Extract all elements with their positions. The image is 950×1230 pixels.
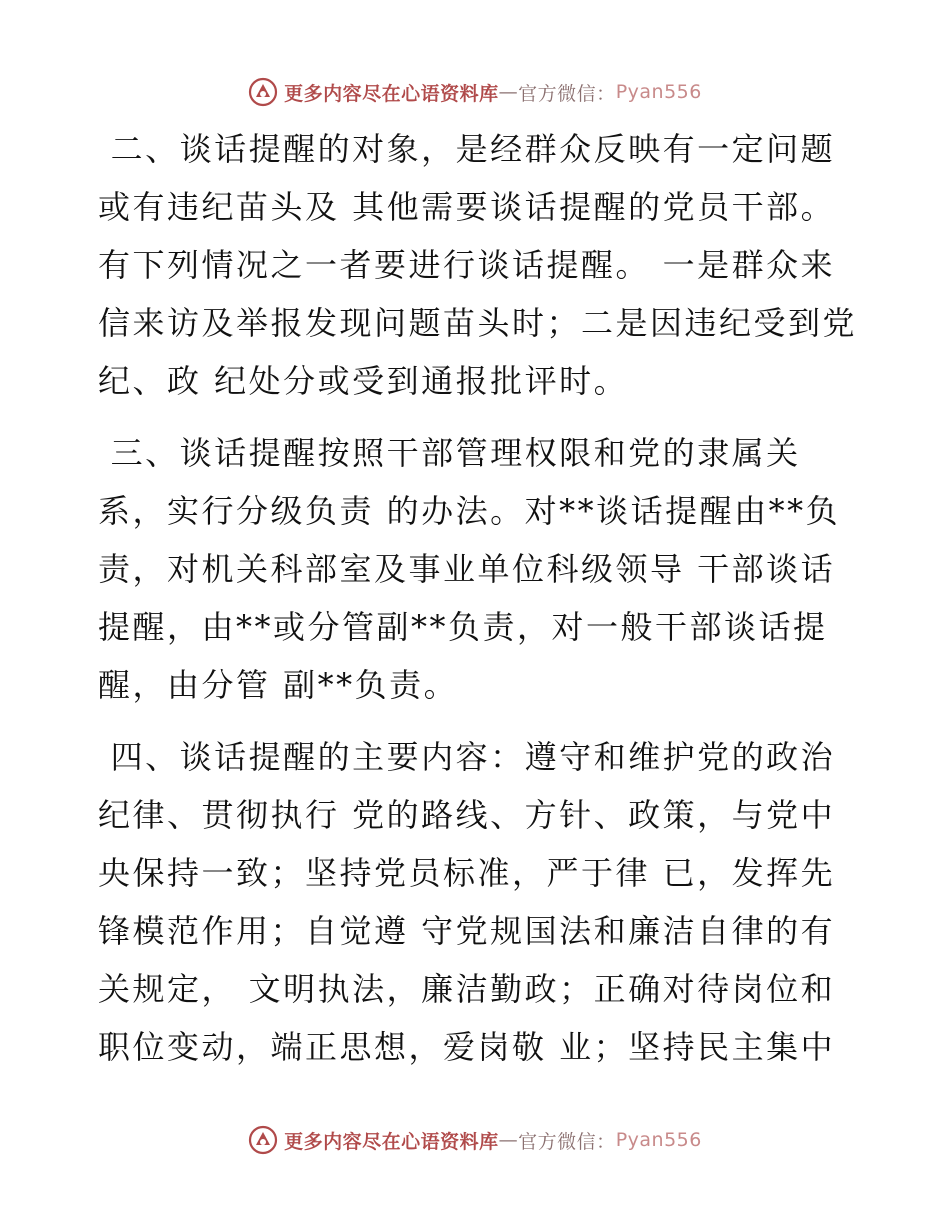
wechat-label: 官方微信： <box>518 82 616 105</box>
text-line: 纪律、贯彻执行 党的路线、方针、政策，与党中 <box>98 796 836 834</box>
text-line: 纪、政 纪处分或受到通报批评时。 <box>98 362 629 400</box>
wechat-label: 官方微信： <box>518 1130 616 1153</box>
text-line: 锋模范作用；自觉遵 守党规国法和廉洁自律的有 <box>98 912 836 950</box>
header-watermark-banner <box>0 72 950 112</box>
text-line: 有下列情况之一者要进行谈话提醒。 一是群众来 <box>98 246 836 284</box>
text-line: 或有违纪苗头及 其他需要谈话提醒的党员干部。 <box>98 188 836 226</box>
document-body <box>98 120 858 1090</box>
paragraph-4 <box>98 728 858 1076</box>
text-line: 系，实行分级负责 的办法。对**谈话提醒由**负 <box>98 492 841 530</box>
logo-icon <box>248 77 278 107</box>
text-line: 二、谈话提醒的对象，是经群众反映有一定问题 <box>98 130 836 168</box>
banner-dash: — <box>498 81 519 103</box>
wechat-handle: Pyan556 <box>615 1129 702 1151</box>
paragraph-2 <box>98 120 858 410</box>
text-line: 三、谈话提醒按照干部管理权限和党的隶属关 <box>98 434 801 472</box>
text-line: 醒，由分管 副**负责。 <box>98 666 459 704</box>
text-line: 职位变动，端正思想，爱岗敬 业；坚持民主集中 <box>98 1028 836 1066</box>
text-line: 关规定， 文明执法，廉洁勤政；正确对待岗位和 <box>98 970 836 1008</box>
site-name: 更多内容尽在心语资料库 <box>284 82 499 105</box>
text-line: 央保持一致；坚持党员标准，严于律 已，发挥先 <box>98 854 836 892</box>
logo-icon <box>248 1125 278 1155</box>
text-line: 四、谈话提醒的主要内容：遵守和维护党的政治 <box>98 738 836 776</box>
text-line: 信来访及举报发现问题苗头时；二是因违纪受到党 <box>98 304 858 342</box>
banner-dash: — <box>498 1129 519 1151</box>
wechat-handle: Pyan556 <box>615 81 702 103</box>
text-line: 责，对机关科部室及事业单位科级领导 干部谈话 <box>98 550 836 588</box>
text-line: 提醒，由**或分管副**负责，对一般干部谈话提 <box>98 608 828 646</box>
paragraph-3 <box>98 424 858 714</box>
site-name: 更多内容尽在心语资料库 <box>284 1130 499 1153</box>
footer-watermark-banner <box>0 1120 950 1160</box>
